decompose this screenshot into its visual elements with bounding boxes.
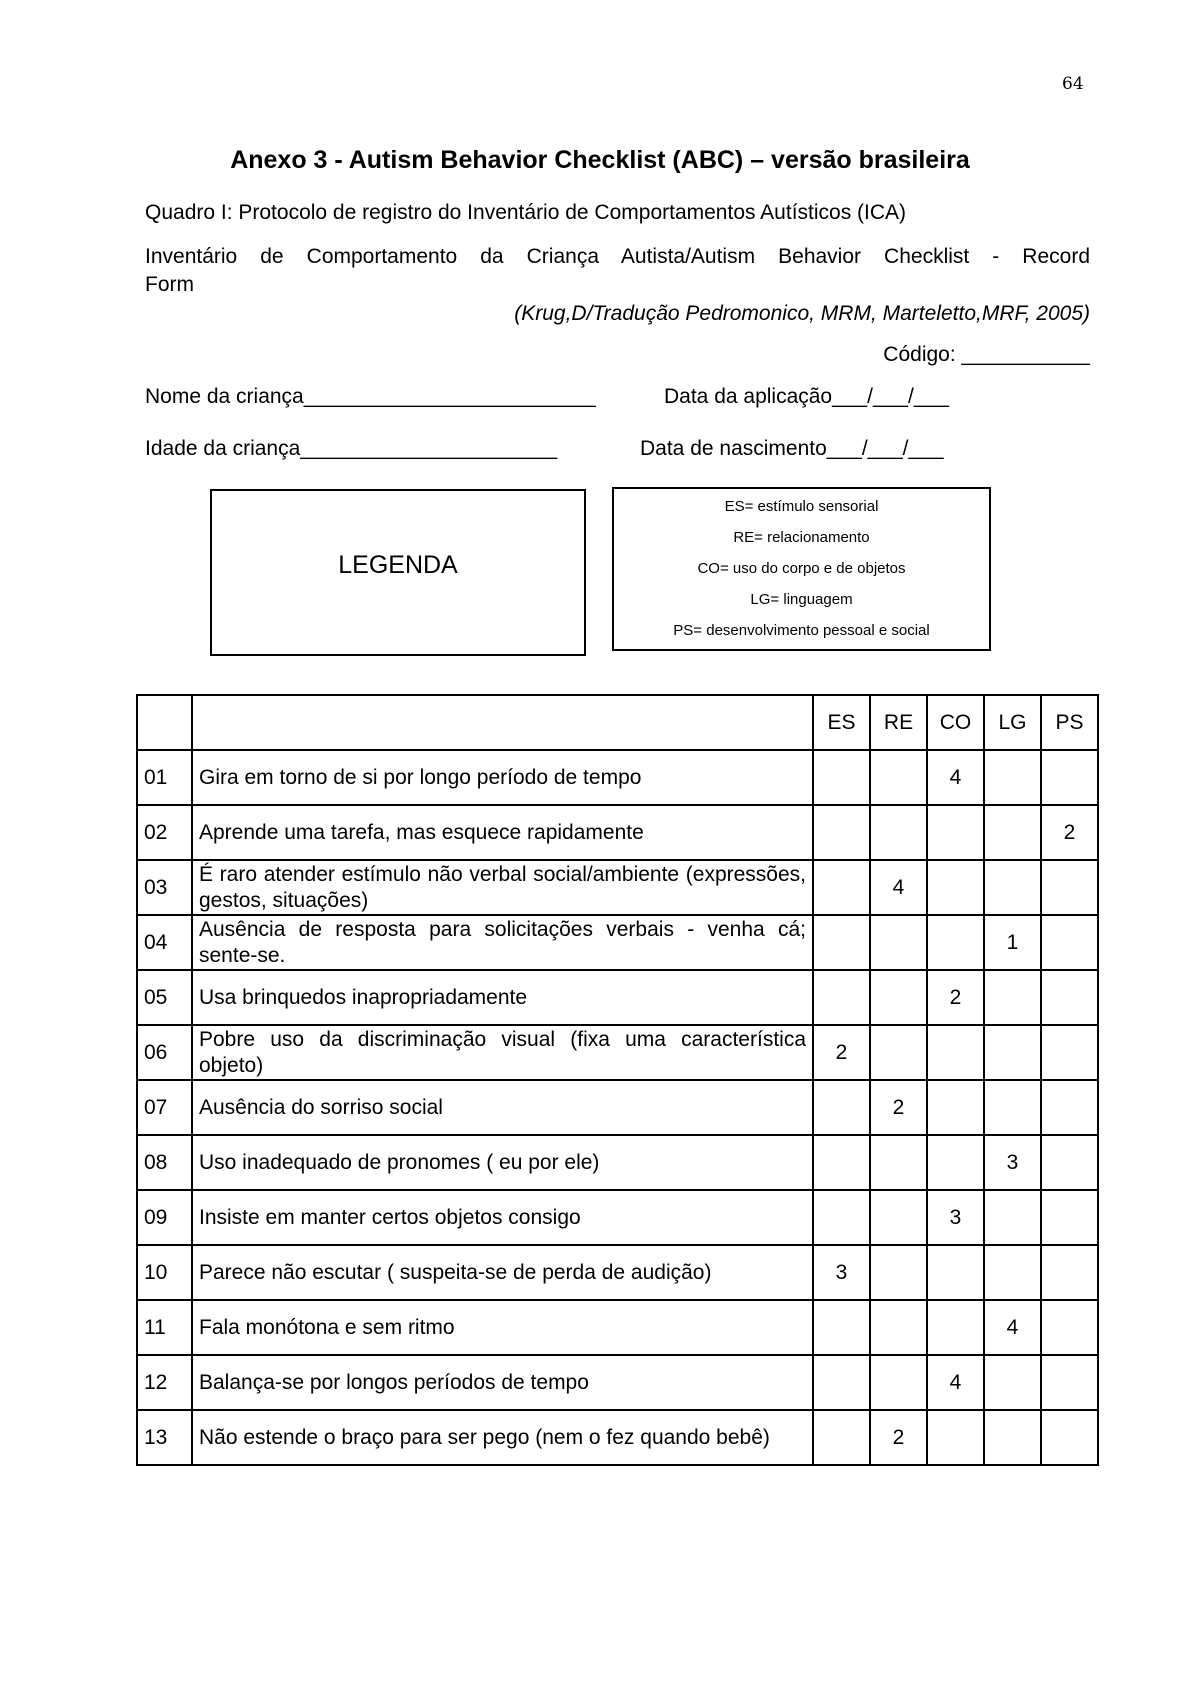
header-ps: PS: [1041, 695, 1098, 750]
score-ps: [1041, 860, 1098, 915]
item-number: 01: [137, 750, 192, 805]
score-es: 2: [813, 1025, 870, 1080]
score-lg: [984, 1080, 1041, 1135]
score-es: [813, 1190, 870, 1245]
legend-key: RE= relacionamento: [733, 529, 870, 546]
score-co: 2: [927, 970, 984, 1025]
score-re: [870, 750, 927, 805]
child-name-field: Nome da criança_________________________: [145, 385, 596, 408]
score-lg: [984, 1410, 1041, 1465]
score-re: [870, 1190, 927, 1245]
item-number: 12: [137, 1355, 192, 1410]
score-lg: 3: [984, 1135, 1041, 1190]
legend-key: CO= uso do corpo e de objetos: [697, 560, 906, 577]
item-text: Parece não escutar ( suspeita-se de perda de audição): [192, 1245, 813, 1300]
score-re: [870, 805, 927, 860]
item-number: 05: [137, 970, 192, 1025]
score-ps: [1041, 1135, 1098, 1190]
score-es: [813, 805, 870, 860]
legend-key: ES= estímulo sensorial: [724, 498, 879, 515]
score-co: 4: [927, 1355, 984, 1410]
score-co: 4: [927, 750, 984, 805]
table-row: [137, 1300, 1098, 1355]
score-ps: [1041, 970, 1098, 1025]
item-text: É raro atender estímulo não verbal social/ambiente (expressões, gestos, situações): [192, 860, 813, 915]
item-number: 13: [137, 1410, 192, 1465]
score-re: [870, 1025, 927, 1080]
score-re: [870, 1300, 927, 1355]
form-title-line-1: Inventário de Comportamento da Criança Autista/Autism Behavior Checklist - Record: [145, 245, 1090, 268]
score-co: [927, 860, 984, 915]
table-row: [137, 860, 1098, 915]
score-lg: [984, 805, 1041, 860]
score-lg: 1: [984, 915, 1041, 970]
subtitle: Quadro I: Protocolo de registro do Inventário de Comportamentos Autísticos (ICA): [145, 201, 907, 224]
item-number: 04: [137, 915, 192, 970]
table-header-row: [137, 695, 1098, 750]
table-row: [137, 1080, 1098, 1135]
score-co: [927, 1245, 984, 1300]
score-es: [813, 860, 870, 915]
header-co: CO: [927, 695, 984, 750]
score-ps: [1041, 1245, 1098, 1300]
legend-box: [210, 489, 586, 656]
score-re: 2: [870, 1080, 927, 1135]
legend-key: LG= linguagem: [750, 591, 853, 608]
legend-title: LEGENDA: [338, 551, 458, 579]
table-row: [137, 750, 1098, 805]
legend-keys-box: [612, 487, 991, 651]
table-row: [137, 1190, 1098, 1245]
score-ps: [1041, 1190, 1098, 1245]
score-es: [813, 1300, 870, 1355]
item-text: Ausência de resposta para solicitações verbais - venha cá; sente-se.: [192, 915, 813, 970]
score-es: [813, 1410, 870, 1465]
item-text: Aprende uma tarefa, mas esquece rapidamente: [192, 805, 813, 860]
table-row: [137, 805, 1098, 860]
score-ps: [1041, 1355, 1098, 1410]
score-ps: [1041, 1300, 1098, 1355]
score-re: [870, 1355, 927, 1410]
item-text: Balança-se por longos períodos de tempo: [192, 1355, 813, 1410]
item-number: 06: [137, 1025, 192, 1080]
score-es: [813, 1135, 870, 1190]
score-es: [813, 750, 870, 805]
score-co: [927, 915, 984, 970]
table-row: [137, 915, 1098, 970]
score-es: [813, 915, 870, 970]
table-row: [137, 1025, 1098, 1080]
birth-date-field: Data de nascimento___/___/___: [640, 437, 944, 460]
table-row: [137, 1355, 1098, 1410]
table-row: [137, 1245, 1098, 1300]
legend-key: PS= desenvolvimento pessoal e social: [673, 622, 930, 639]
application-date-field: Data da aplicação___/___/___: [664, 385, 949, 408]
score-ps: [1041, 1410, 1098, 1465]
code-field: Código: ___________: [883, 343, 1090, 366]
page-number: 64: [1062, 74, 1084, 94]
score-lg: [984, 970, 1041, 1025]
item-number: 10: [137, 1245, 192, 1300]
item-number: 07: [137, 1080, 192, 1135]
score-co: [927, 1300, 984, 1355]
score-lg: [984, 1245, 1041, 1300]
item-text: Insiste em manter certos objetos consigo: [192, 1190, 813, 1245]
score-re: [870, 970, 927, 1025]
score-co: 3: [927, 1190, 984, 1245]
score-ps: [1041, 1080, 1098, 1135]
score-es: [813, 1080, 870, 1135]
score-lg: [984, 1025, 1041, 1080]
score-re: 4: [870, 860, 927, 915]
table-row: [137, 1410, 1098, 1465]
table-row: [137, 970, 1098, 1025]
header-re: RE: [870, 695, 927, 750]
score-ps: [1041, 750, 1098, 805]
score-lg: [984, 1355, 1041, 1410]
score-re: [870, 1245, 927, 1300]
citation: (Krug,D/Tradução Pedromonico, MRM, Marteletto,MRF, 2005): [514, 302, 1090, 325]
item-text: Pobre uso da discriminação visual (fixa uma característica objeto): [192, 1025, 813, 1080]
score-lg: [984, 860, 1041, 915]
score-lg: [984, 1190, 1041, 1245]
item-number: 11: [137, 1300, 192, 1355]
item-text: Ausência do sorriso social: [192, 1080, 813, 1135]
score-co: [927, 1135, 984, 1190]
score-es: 3: [813, 1245, 870, 1300]
score-re: [870, 915, 927, 970]
score-es: [813, 970, 870, 1025]
child-age-field: Idade da criança______________________: [145, 437, 558, 460]
item-text: Gira em torno de si por longo período de tempo: [192, 750, 813, 805]
item-text: Fala monótona e sem ritmo: [192, 1300, 813, 1355]
score-co: [927, 1025, 984, 1080]
score-ps: [1041, 915, 1098, 970]
item-text: Uso inadequado de pronomes ( eu por ele): [192, 1135, 813, 1190]
checklist-table: [136, 694, 1099, 1466]
score-es: [813, 1355, 870, 1410]
score-lg: [984, 750, 1041, 805]
header-number: [137, 695, 192, 750]
score-ps: 2: [1041, 805, 1098, 860]
score-lg: 4: [984, 1300, 1041, 1355]
form-title-line-2: Form: [145, 273, 194, 296]
page-title: Anexo 3 - Autism Behavior Checklist (ABC) – versão brasileira: [230, 146, 970, 174]
item-number: 02: [137, 805, 192, 860]
score-ps: [1041, 1025, 1098, 1080]
score-co: [927, 1410, 984, 1465]
item-text: Usa brinquedos inapropriadamente: [192, 970, 813, 1025]
header-lg: LG: [984, 695, 1041, 750]
score-co: [927, 1080, 984, 1135]
header-es: ES: [813, 695, 870, 750]
item-number: 09: [137, 1190, 192, 1245]
score-re: 2: [870, 1410, 927, 1465]
score-co: [927, 805, 984, 860]
score-re: [870, 1135, 927, 1190]
table-row: [137, 1135, 1098, 1190]
header-item: [192, 695, 813, 750]
item-number: 03: [137, 860, 192, 915]
item-number: 08: [137, 1135, 192, 1190]
item-text: Não estende o braço para ser pego (nem o fez quando bebê): [192, 1410, 813, 1465]
